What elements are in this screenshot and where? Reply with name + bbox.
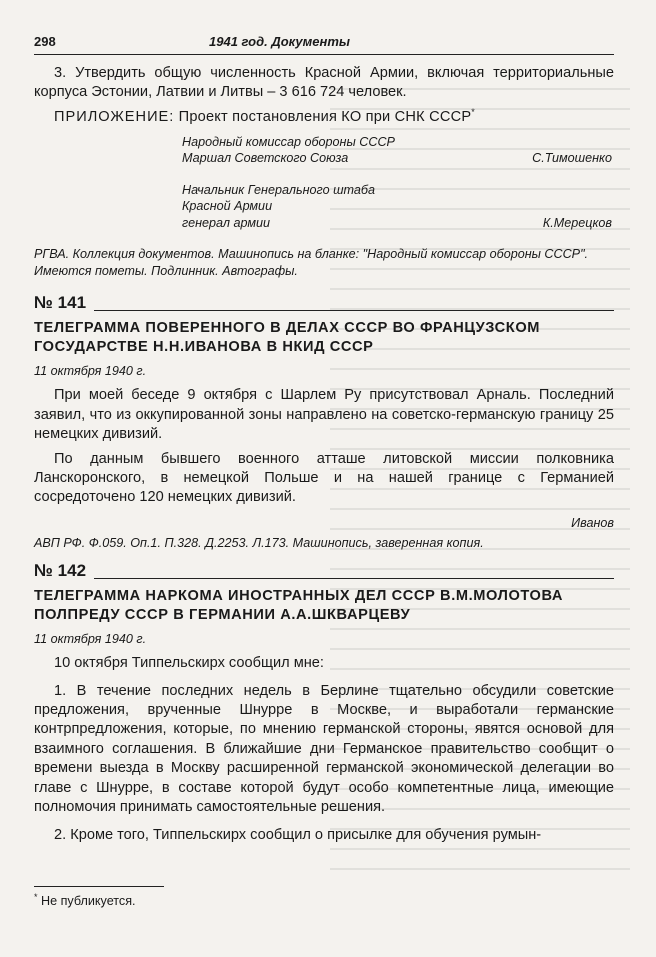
body-paragraph: 1. В течение последних недель в Берлине тщательно обсудили советские предложения, врученные Шнурре в Москве, и выработали германские контрпредложения, которые, по мнению германской стороны, явятся основой для взаимного соглашения. В ближайшие дни Германское правительство сообщит о времени выезда в Москву расширенной германской экономической делегации во главе с Шнурре, в составе которой будут особо компетентные лица, имеющие полномочия принимать самостоятельные решения.	[34, 682, 614, 816]
body-paragraph: 2. Кроме того, Типпельскирх сообщил о присылке для обучения румын-	[54, 826, 542, 843]
document-number: № 141	[34, 293, 87, 313]
heading-rule	[94, 308, 614, 311]
signature-title-line: Начальник Генерального штаба	[182, 182, 375, 197]
document-date: 11 октября 1940 г.	[34, 632, 147, 647]
body-paragraph: По данным бывшего военного атташе литовской миссии полковника Ланскоронского, в немецкой Польше и на нашей границе с Германией сосредоточено 120 немецких дивизий.	[34, 450, 614, 506]
page-number: 298	[34, 34, 56, 49]
signatory-name: К.Мерецков	[542, 215, 612, 230]
footnote-text: Не публикуется.	[41, 894, 136, 908]
document-date: 11 октября 1940 г.	[34, 364, 147, 379]
signature-block-timoshenko	[182, 134, 612, 167]
document-signer: Иванов	[571, 515, 614, 530]
signature-block-meretskov	[182, 182, 612, 232]
running-header	[34, 34, 614, 55]
document-number-heading	[34, 293, 614, 313]
appendix-line	[34, 106, 614, 125]
archive-note: РГВА. Коллекция документов. Машинопись на бланке: "Народный комиссар обороны СССР". Имеются пометы. Подлинник. Автографы.	[34, 247, 589, 278]
appendix-footnote-mark: *	[471, 106, 475, 117]
signature-title-line: Красной Армии	[182, 199, 273, 214]
signature-row	[182, 215, 612, 232]
heading-rule	[94, 576, 614, 579]
signature-rank: Маршал Советского Союза	[182, 151, 349, 166]
book-page	[34, 34, 614, 845]
footnote-mark: *	[34, 891, 38, 902]
document-number-heading	[34, 561, 614, 581]
document-number: № 142	[34, 561, 87, 581]
body-paragraph: 10 октября Типпельскирх сообщил мне:	[54, 655, 324, 672]
document-title: ТЕЛЕГРАММА ПОВЕРЕННОГО В ДЕЛАХ СССР ВО ФРАНЦУЗСКОМ ГОСУДАРСТВЕ Н.Н.ИВАНОВА В НКИД СССР	[34, 320, 541, 355]
appendix-caption: ПРИЛОЖЕНИЕ:	[54, 108, 175, 125]
footnote-rule	[34, 886, 164, 887]
signature-title-line: Народный комиссар обороны СССР	[182, 134, 395, 149]
running-title: 1941 год. Документы	[209, 34, 351, 49]
footnote	[34, 891, 136, 908]
signature-rank: генерал армии	[182, 215, 270, 230]
document-title: ТЕЛЕГРАММА НАРКОМА ИНОСТРАННЫХ ДЕЛ СССР В.М.МОЛОТОВА ПОЛПРЕДУ СССР В ГЕРМАНИИ А.А.ШКВАРЦЕВУ	[34, 588, 564, 623]
appendix-text: Проект постановления КО при СНК СССР	[178, 108, 472, 125]
archive-note: АВП РФ. Ф.059. Оп.1. П.328. Д.2253. Л.173. Машинопись, заверенная копия.	[34, 535, 484, 550]
point-3-paragraph: 3. Утвердить общую численность Красной Армии, включая территориальные корпуса Эстонии, Латвии и Литвы – 3 616 724 человек.	[34, 65, 614, 101]
signatory-name: С.Тимошенко	[532, 151, 612, 166]
signature-row	[182, 150, 612, 167]
body-paragraph: При моей беседе 9 октября с Шарлем Ру присутствовал Арналь. Последний заявил, что из оккупированной зоны направлено на советско-германскую границу 25 немецких дивизий.	[34, 387, 614, 443]
